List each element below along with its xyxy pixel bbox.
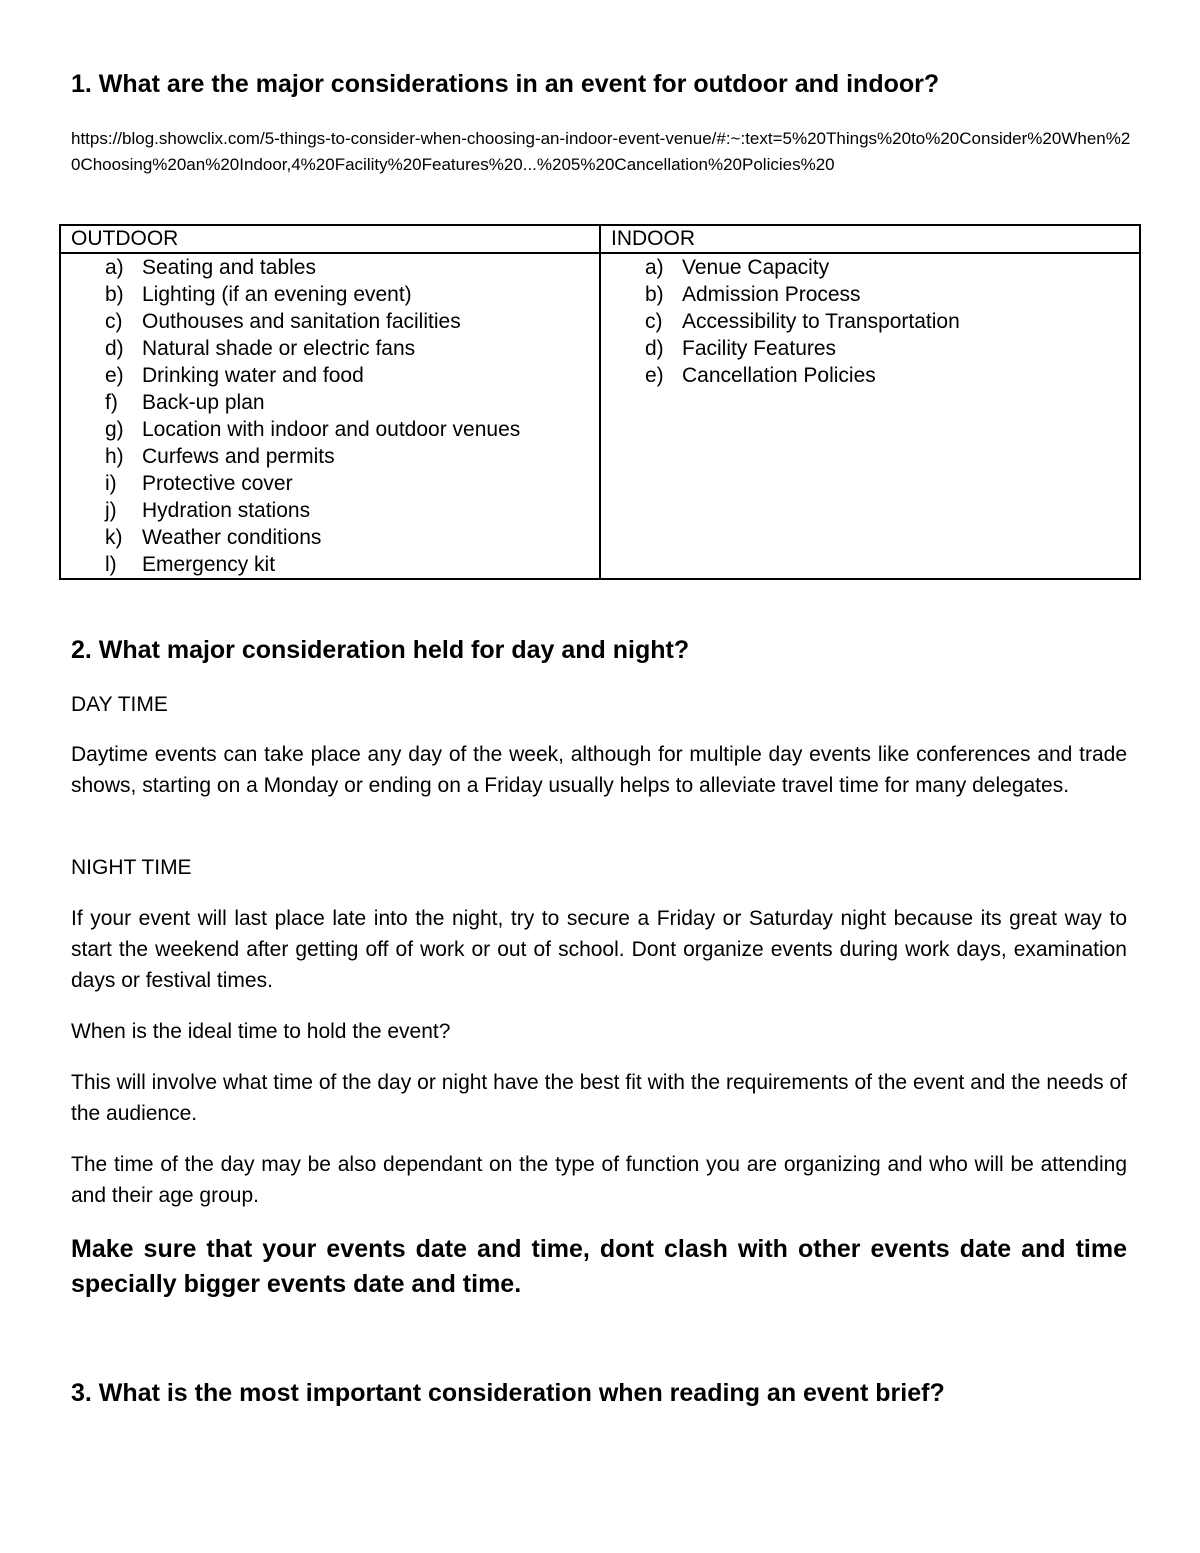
outdoor-list (61, 254, 599, 578)
outdoor-item (61, 497, 599, 524)
indoor-item (601, 335, 1139, 362)
indoor-item-text: Facility Features (682, 337, 837, 360)
indoor-item (601, 281, 1139, 308)
outdoor-item-marker: l) (105, 553, 117, 576)
night-time-label: NIGHT TIME (71, 856, 192, 879)
function-type-paragraph: The time of the day may be also dependant on the type of function you are organizing and who will be attending and their age group. (71, 1153, 1127, 1207)
indoor-item-text: Accessibility to Transportation (682, 310, 960, 333)
outdoor-item (61, 470, 599, 497)
outdoor-item (61, 524, 599, 551)
day-time-paragraph: Daytime events can take place any day of the week, although for multiple day events like conferences and trade shows, starting on a Monday or ending on a Friday usually helps to alleviate travel time for many delegates. (71, 743, 1127, 797)
outdoor-item-text: Weather conditions (142, 526, 322, 549)
outdoor-item-marker: f) (105, 391, 118, 414)
indoor-item-marker: b) (645, 283, 664, 306)
outdoor-item (61, 362, 599, 389)
outdoor-item-text: Lighting (if an evening event) (142, 283, 412, 306)
outdoor-item-text: Natural shade or electric fans (142, 337, 416, 360)
indoor-item-marker: d) (645, 337, 664, 360)
outdoor-item (61, 551, 599, 578)
outdoor-item-marker: j) (105, 499, 117, 522)
outdoor-item-text: Emergency kit (142, 553, 276, 576)
ideal-time-question: When is the ideal time to hold the event? (71, 1020, 451, 1043)
outdoor-item-text: Outhouses and sanitation facilities (142, 310, 461, 333)
outdoor-item-marker: b) (105, 283, 124, 306)
indoor-cell (600, 253, 1140, 579)
day-time-label: DAY TIME (71, 693, 168, 716)
outdoor-item-marker: g) (105, 418, 124, 441)
indoor-item (601, 254, 1139, 281)
outdoor-item-marker: e) (105, 364, 124, 387)
source-url[interactable]: https://blog.showclix.com/5-things-to-consider-when-choosing-an-indoor-event-venue/#:~:text=5%20Things%20to%20Consider%20When%20Choosing%20an%20Indoor,4%20Facility%20Features%20...%205%20Cancellation%20Policies%20 (71, 129, 1131, 174)
outdoor-item-text: Hydration stations (142, 499, 311, 522)
indoor-item-text: Venue Capacity (682, 256, 830, 279)
indoor-list (601, 254, 1139, 389)
indoor-column-header: INDOOR (600, 225, 1140, 253)
outdoor-item-text: Location with indoor and outdoor venues (142, 418, 521, 441)
outdoor-item-marker: a) (105, 256, 124, 279)
outdoor-item-marker: d) (105, 337, 124, 360)
date-clash-warning: Make sure that your events date and time, dont clash with other events date and time specially bigger events date and time. (71, 1235, 1127, 1298)
night-time-paragraph: If your event will last place late into the night, try to secure a Friday or Saturday night because its great way to start the weekend after getting off of work or out of school. Dont organize events during work days, examination days or festival times. (71, 907, 1127, 992)
indoor-item-text: Admission Process (682, 283, 861, 306)
outdoor-item (61, 281, 599, 308)
outdoor-item-text: Curfews and permits (142, 445, 335, 468)
indoor-item (601, 362, 1139, 389)
outdoor-item-text: Back-up plan (142, 391, 265, 414)
ideal-time-answer: This will involve what time of the day or night have the best fit with the requirements of the event and the needs of the audience. (71, 1071, 1127, 1125)
indoor-item (601, 308, 1139, 335)
indoor-item-marker: c) (645, 310, 663, 333)
outdoor-item (61, 443, 599, 470)
outdoor-item-marker: k) (105, 526, 123, 549)
outdoor-item (61, 416, 599, 443)
question-2-heading: 2. What major consideration held for day and night? (71, 636, 690, 664)
outdoor-item-text: Protective cover (142, 472, 293, 495)
outdoor-column-header: OUTDOOR (60, 225, 600, 253)
indoor-item-text: Cancellation Policies (682, 364, 876, 387)
outdoor-item (61, 254, 599, 281)
indoor-item-marker: a) (645, 256, 664, 279)
outdoor-item (61, 335, 599, 362)
outdoor-item-text: Seating and tables (142, 256, 316, 279)
outdoor-item (61, 308, 599, 335)
outdoor-item (61, 389, 599, 416)
outdoor-item-marker: c) (105, 310, 123, 333)
indoor-item-marker: e) (645, 364, 664, 387)
considerations-table (59, 224, 1141, 580)
outdoor-item-text: Drinking water and food (142, 364, 364, 387)
outdoor-item-marker: h) (105, 445, 124, 468)
outdoor-cell (60, 253, 600, 579)
outdoor-item-marker: i) (105, 472, 117, 495)
question-1-heading: 1. What are the major considerations in an event for outdoor and indoor? (71, 70, 940, 98)
question-3-heading: 3. What is the most important consideration when reading an event brief? (71, 1379, 945, 1407)
